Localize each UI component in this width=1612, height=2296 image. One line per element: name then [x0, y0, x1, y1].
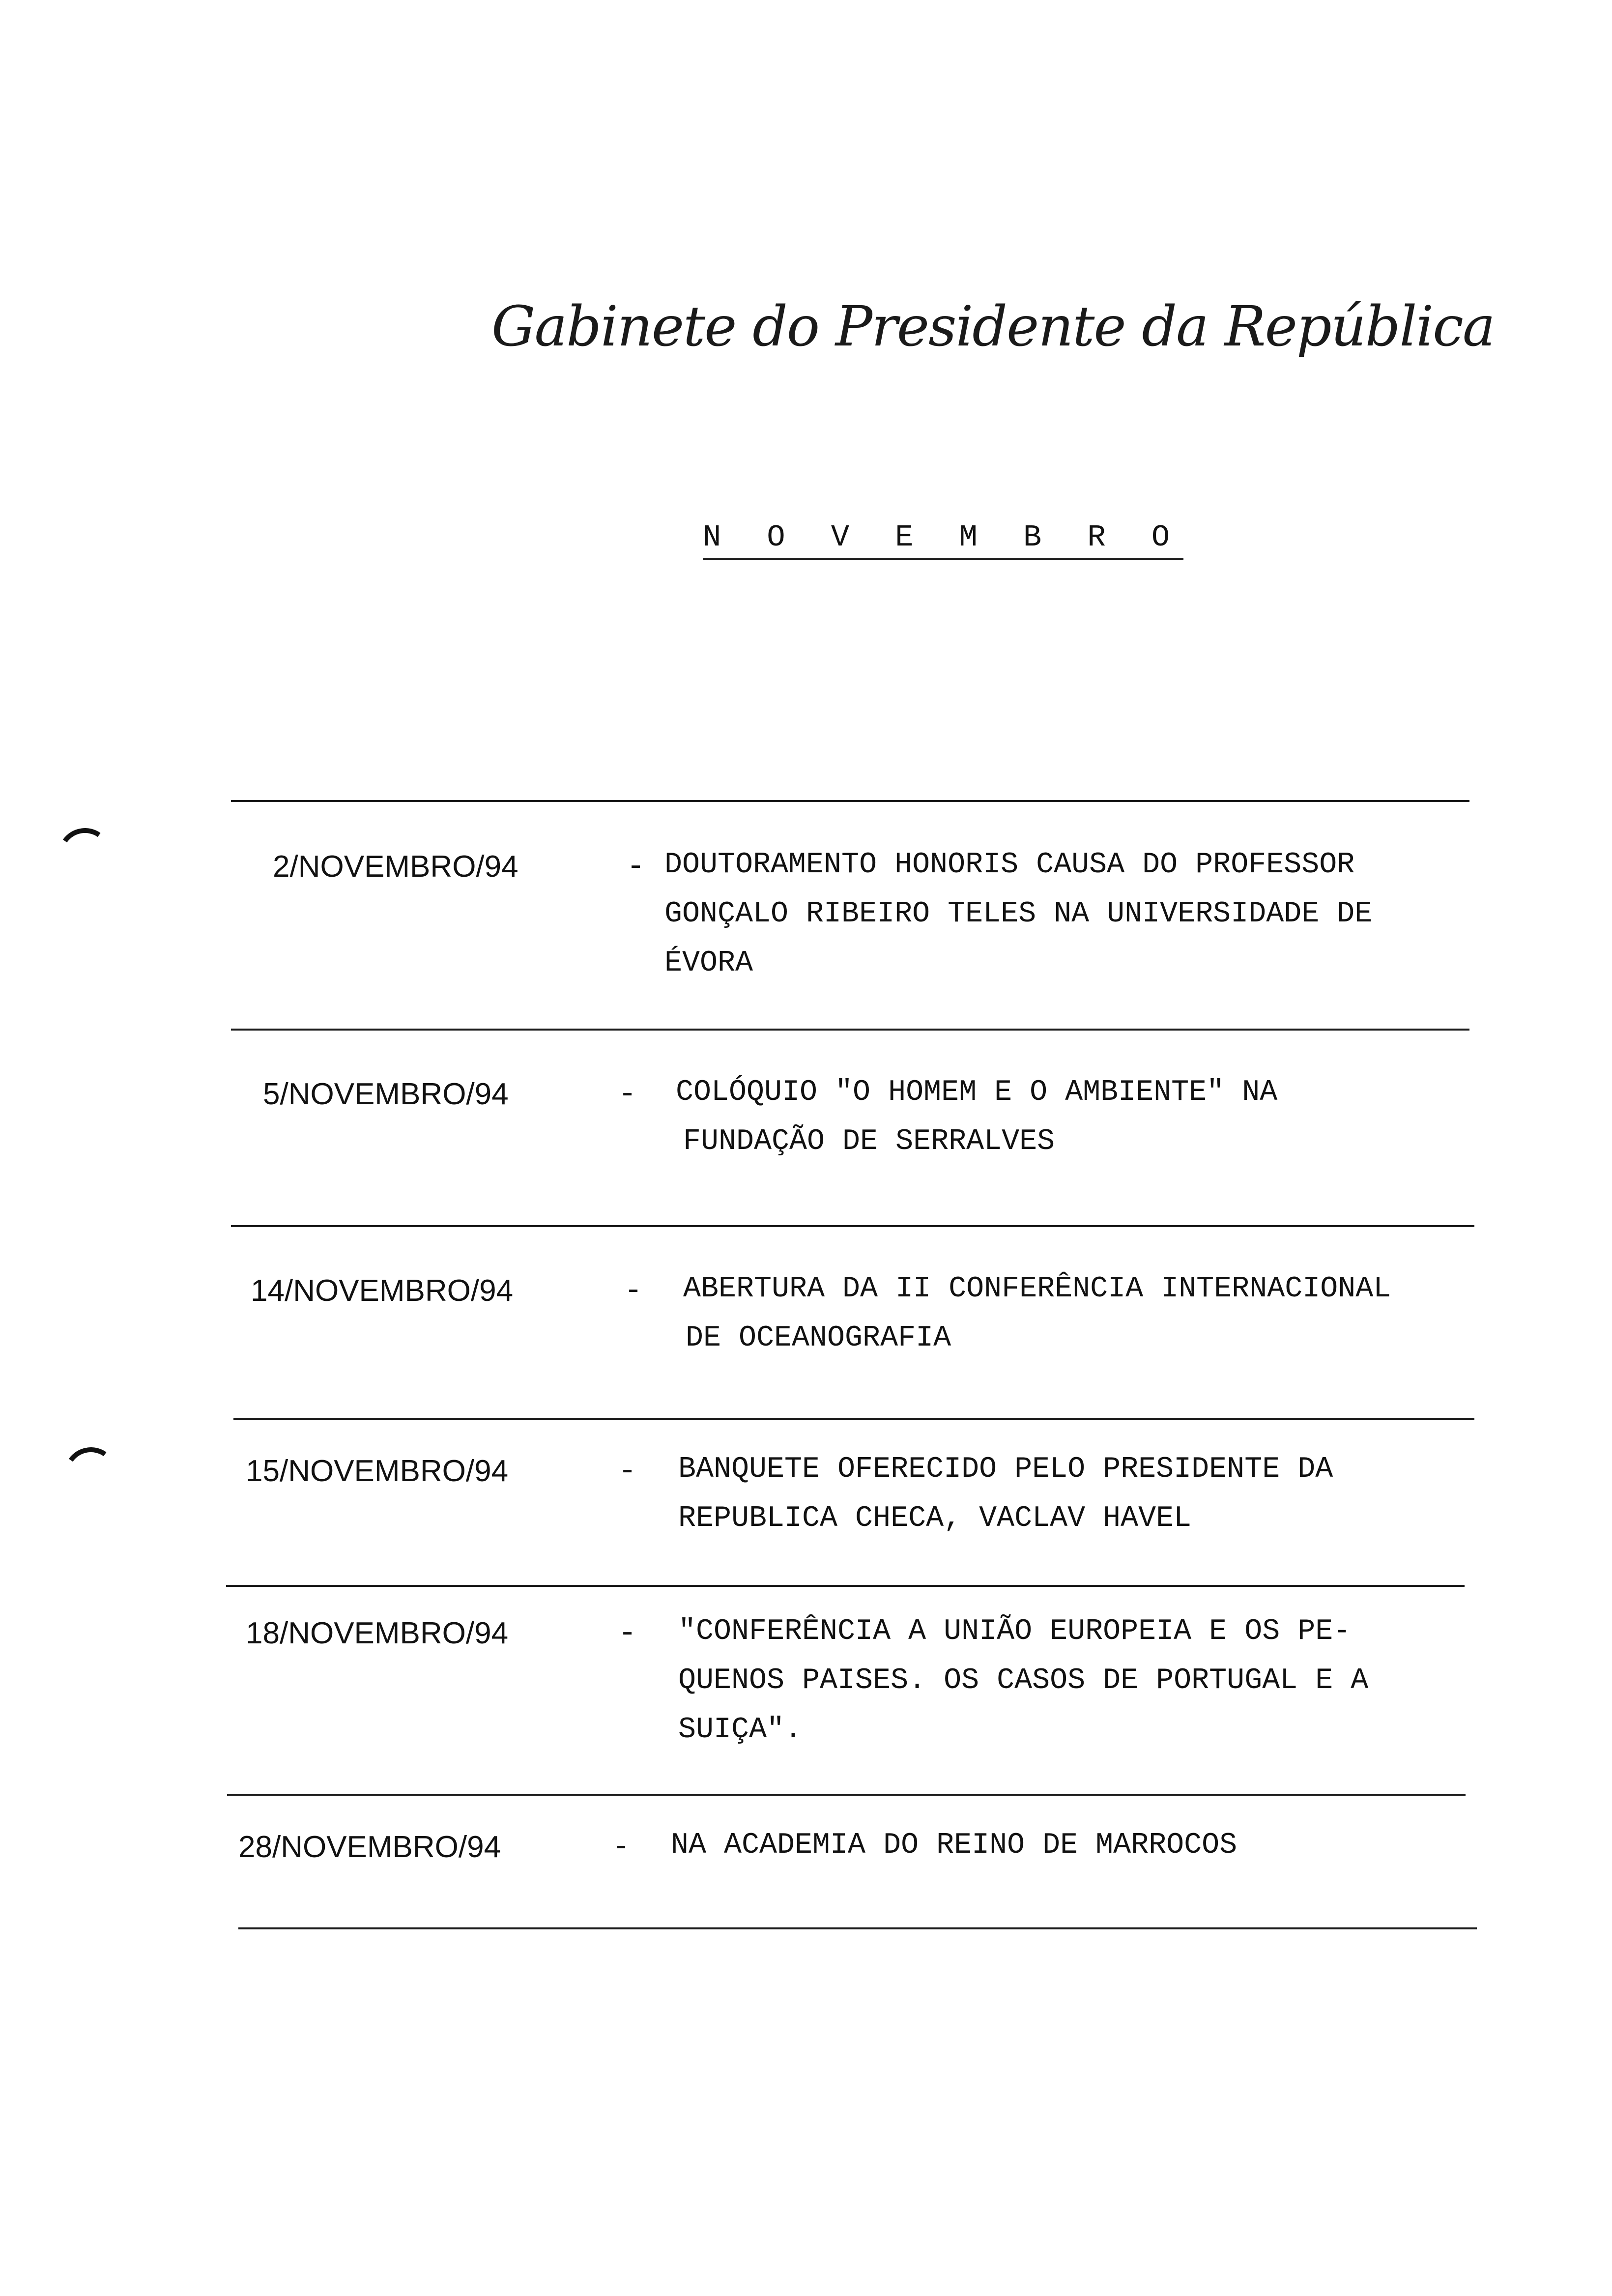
event-dash: -: [612, 1830, 631, 1865]
divider: [238, 1927, 1477, 1929]
event-date: 14/NOVEMBRO/94: [251, 1274, 514, 1308]
event-dash: -: [627, 849, 645, 884]
event-description-line: GONÇALO RIBEIRO TELES NA UNIVERSIDADE DE: [664, 897, 1373, 931]
event-date: 18/NOVEMBRO/94: [246, 1616, 509, 1650]
event-description-line: REPUBLICA CHECA, VACLAV HAVEL: [678, 1502, 1192, 1535]
divider: [231, 800, 1469, 802]
event-description-line: SUIÇA".: [678, 1713, 803, 1747]
punch-hole-mark: [59, 1443, 122, 1505]
event-description-line: ÉVORA: [664, 947, 753, 980]
event-dash: -: [618, 1616, 637, 1651]
letterhead: Gabinete do Presidente da República: [491, 295, 1495, 359]
divider: [227, 1794, 1466, 1796]
event-dash: -: [618, 1454, 637, 1489]
event-description-line: FUNDAÇÃO DE SERRALVES: [683, 1125, 1055, 1158]
event-description-line: BANQUETE OFERECIDO PELO PRESIDENTE DA: [678, 1453, 1333, 1486]
event-date: 2/NOVEMBRO/94: [273, 850, 518, 884]
event-description-line: "CONFERÊNCIA A UNIÃO EUROPEIA E OS PE-: [678, 1615, 1351, 1648]
event-date: 28/NOVEMBRO/94: [238, 1830, 501, 1864]
event-description-line: DOUTORAMENTO HONORIS CAUSA DO PROFESSOR: [664, 848, 1355, 882]
event-description-line: DE OCEANOGRAFIA: [686, 1321, 951, 1355]
divider: [233, 1418, 1474, 1420]
event-date: 5/NOVEMBRO/94: [263, 1077, 509, 1111]
event-date: 15/NOVEMBRO/94: [246, 1454, 509, 1488]
event-description-line: COLÓQUIO "O HOMEM E O AMBIENTE" NA: [676, 1076, 1278, 1109]
divider: [231, 1225, 1474, 1227]
event-description-line: QUENOS PAISES. OS CASOS DE PORTUGAL E A: [678, 1664, 1369, 1697]
punch-hole-mark: [54, 824, 116, 886]
event-dash: -: [624, 1273, 643, 1308]
divider: [231, 1029, 1469, 1031]
event-description-line: NA ACADEMIA DO REINO DE MARROCOS: [671, 1829, 1238, 1862]
event-description-line: ABERTURA DA II CONFERÊNCIA INTERNACIONAL: [683, 1272, 1391, 1306]
divider: [226, 1585, 1465, 1587]
event-dash: -: [618, 1077, 637, 1112]
page-title: N O V E M B R O: [703, 521, 1183, 560]
